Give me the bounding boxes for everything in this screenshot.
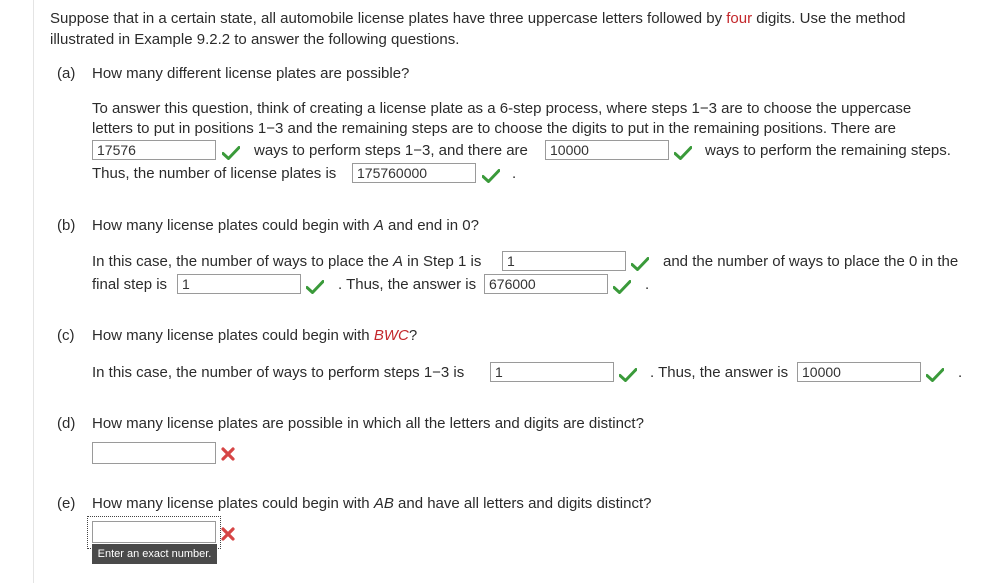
part-c-end: . [958,364,963,381]
part-b-answer2-check-icon [306,280,324,294]
part-a-answer1-input[interactable] [92,140,216,160]
part-b-q-text-2: and end in 0? [383,217,479,234]
part-c-answer2-check-icon [926,368,944,382]
part-d-answer-input[interactable] [92,442,216,464]
part-b-question [92,217,479,234]
part-b-l2-mid: . Thus, the answer is [338,276,477,293]
part-b-answer1-check-icon [631,257,649,271]
part-a-line4: Thus, the number of license plates is [92,165,337,182]
part-e-wrong-cross-icon [220,526,236,542]
part-a-line2: letters to put in positions 1−3 and the remaining steps are to choose the digits to put in the remaining positions. There are [92,120,896,137]
intro-text-1: Suppose that in a certain state, all automobile license plates have three uppercase letters followed by [50,10,727,27]
part-a-answer3-input[interactable] [352,163,476,183]
part-c-q-end: ? [408,327,418,344]
part-e-question [92,495,652,512]
part-c-line1: In this case, the number of ways to perform steps 1−3 is [92,364,465,381]
part-c-question [92,327,417,344]
part-a-mid-text: ways to perform steps 1−3, and there are [254,142,528,159]
part-a-end: . [512,165,517,182]
part-b-answer3-check-icon [613,280,631,294]
part-b-line2: final step is [92,276,168,293]
part-a-answer3-check-icon [482,169,500,183]
part-b-q-letter: A [373,217,384,234]
part-c-q-text: How many license plates could begin with [92,327,374,344]
part-c-answer1-input[interactable] [490,362,614,382]
part-d-wrong-cross-icon [220,446,236,462]
part-d-question: How many license plates are possible in which all the letters and digits are distinct? [92,415,644,432]
part-a-answer2-check-icon [674,146,692,160]
part-b-answer2-input[interactable] [177,274,301,294]
input-hint-tooltip: Enter an exact number. [92,544,217,564]
intro-highlight: four [726,10,753,27]
part-b-l1-post: in Step 1 is [403,253,482,270]
part-c-label: (c) [57,327,75,344]
part-e-answer-input[interactable] [92,521,216,543]
part-a-tail-text: ways to perform the remaining steps. [705,142,951,159]
part-e-label: (e) [57,495,76,512]
part-b-answer3-input[interactable] [484,274,608,294]
part-a-line1: To answer this question, think of creating a license plate as a 6-step process, where steps 1−3 are to choose the uppercase [92,100,912,117]
part-a-question: How many different license plates are possible? [92,65,410,82]
part-c-answer1-check-icon [619,368,637,382]
part-b-line1 [92,253,481,270]
part-e-q-text: How many license plates could begin with [92,495,374,512]
part-b-l1-pre: In this case, the number of ways to place the [92,253,393,270]
part-b-label: (b) [57,217,76,234]
content-left-border [33,0,34,583]
intro-text-2: digits. Use the method illustrated in Example 9.2.2 to answer the following questions. [50,10,906,48]
part-c-answer2-input[interactable] [797,362,921,382]
problem-intro [50,8,970,50]
part-b-q-text: How many license plates could begin with [92,217,374,234]
part-b-l1-tail: and the number of ways to place the 0 in the [663,253,959,270]
part-a-answer1-check-icon [222,146,240,160]
part-c-q-highlight: BWC [373,327,409,344]
part-d-label: (d) [57,415,76,432]
part-e-q-text-2: and have all letters and digits distinct? [393,495,652,512]
part-c-mid: . Thus, the answer is [650,364,789,381]
part-e-q-letters: AB [373,495,394,512]
part-b-end: . [645,276,650,293]
part-b-l1-letter: A [393,253,404,270]
part-b-answer1-input[interactable] [502,251,626,271]
part-a-label: (a) [57,65,76,82]
part-a-answer2-input[interactable] [545,140,669,160]
